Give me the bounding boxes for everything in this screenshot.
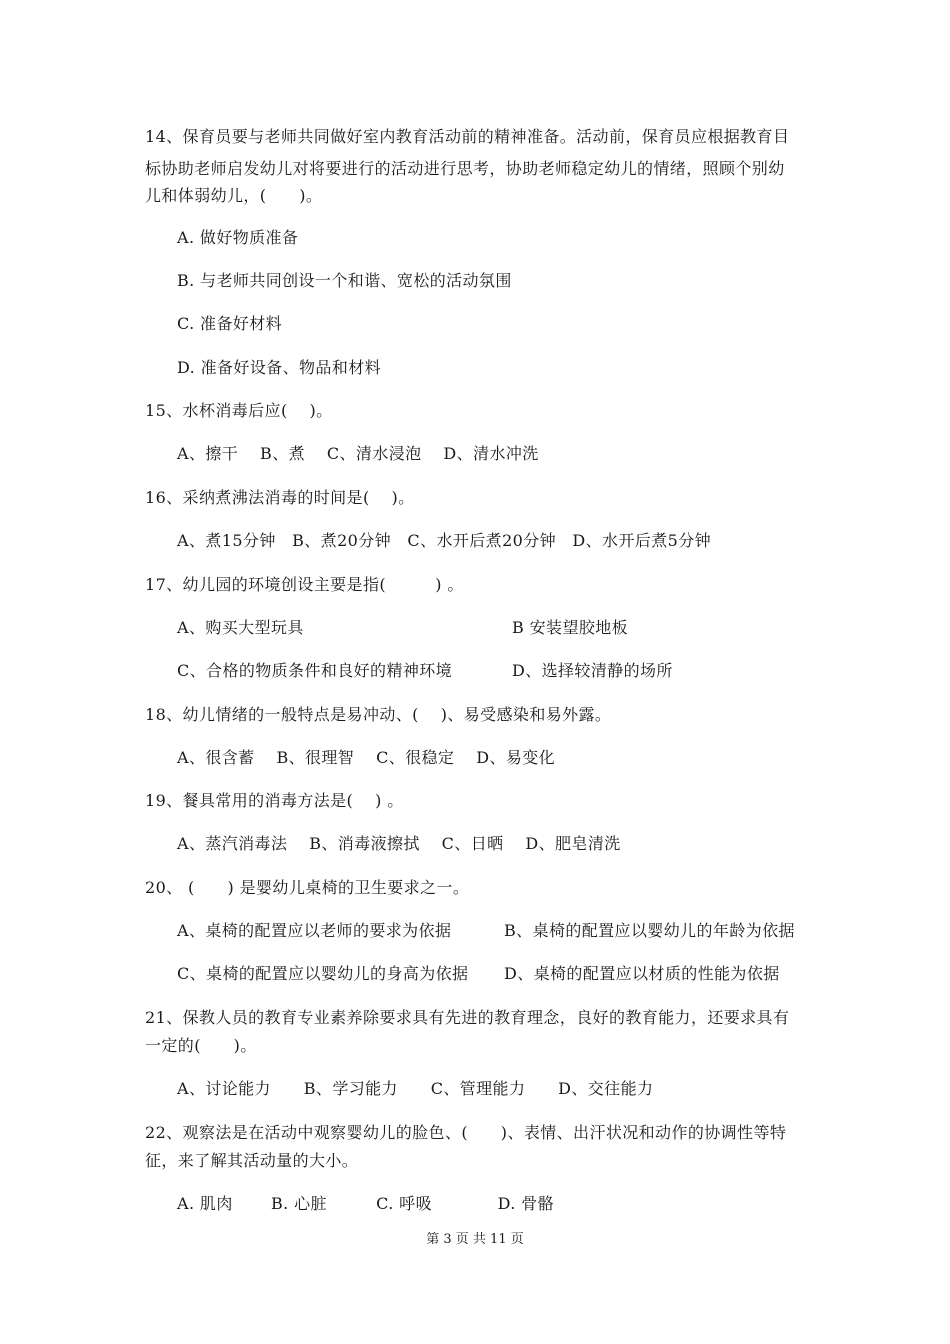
question-19-options: A、蒸汽消毒法 B、消毒液擦拭 C、日晒 D、肥皂清洗	[177, 834, 621, 853]
question-18-text: 18、幼儿情绪的一般特点是易冲动、( )、易受感染和易外露。	[145, 705, 612, 724]
question-14-line-2: 标协助老师启发幼儿对将要进行的活动进行思考，协助老师稳定幼儿的情绪，照顾个别幼	[145, 159, 785, 178]
question-17-option-c: C、合格的物质条件和良好的精神环境	[177, 661, 453, 680]
question-22-options: A. 肌肉 B. 心脏 C. 呼吸 D. 骨骼	[177, 1194, 555, 1213]
question-14-option-b: B. 与老师共同创设一个和谐、宽松的活动氛围	[177, 271, 512, 290]
question-15-text: 15、水杯消毒后应( )。	[145, 401, 333, 420]
question-14-line-3: 儿和体弱幼儿，( )。	[145, 186, 323, 205]
question-21-line-1: 21、保教人员的教育专业素养除要求具有先进的教育理念，良好的教育能力，还要求具有	[145, 1008, 790, 1027]
question-20-option-c: C、桌椅的配置应以婴幼儿的身高为依据	[177, 964, 469, 983]
question-15-options: A、擦干 B、煮 C、清水浸泡 D、清水冲洗	[177, 444, 539, 463]
question-14-line-1: 14、保育员要与老师共同做好室内教育活动前的精神准备。活动前，保育员应根据教育目	[145, 127, 790, 146]
question-17-option-d: D、选择较清静的场所	[512, 661, 673, 680]
question-21-line-2: 一定的( )。	[145, 1036, 257, 1055]
question-22-line-1: 22、观察法是在活动中观察婴幼儿的脸色、( )、表情、出汗状况和动作的协调性等特	[145, 1123, 787, 1142]
question-14-option-d: D. 准备好设备、物品和材料	[177, 358, 382, 377]
question-20-text: 20、 ( ) 是婴幼儿桌椅的卫生要求之一。	[145, 878, 470, 897]
question-14-option-a: A. 做好物质准备	[177, 228, 299, 247]
question-21-options: A、讨论能力 B、学习能力 C、管理能力 D、交往能力	[177, 1079, 654, 1098]
question-18-options: A、很含蓄 B、很理智 C、很稳定 D、易变化	[177, 748, 556, 767]
question-20-option-d: D、桌椅的配置应以材质的性能为依据	[504, 964, 780, 983]
question-14-option-c: C. 准备好材料	[177, 314, 283, 333]
question-16-text: 16、采纳煮沸法消毒的时间是( )。	[145, 488, 415, 507]
page-footer: 第 3 页 共 11 页	[426, 1232, 524, 1247]
question-20-option-a: A、桌椅的配置应以老师的要求为依据	[177, 921, 452, 940]
question-19-text: 19、餐具常用的消毒方法是( ) 。	[145, 791, 404, 810]
question-17-option-b: B 安装望胶地板	[512, 618, 629, 637]
question-17-text: 17、幼儿园的环境创设主要是指( ) 。	[145, 575, 464, 594]
question-22-line-2: 征，来了解其活动量的大小。	[145, 1151, 359, 1170]
question-20-option-b: B、桌椅的配置应以婴幼儿的年龄为依据	[504, 921, 795, 940]
question-17-option-a: A、购买大型玩具	[177, 618, 304, 637]
question-16-options: A、煮15分钟 B、煮20分钟 C、水开后煮20分钟 D、水开后煮5分钟	[177, 531, 712, 550]
